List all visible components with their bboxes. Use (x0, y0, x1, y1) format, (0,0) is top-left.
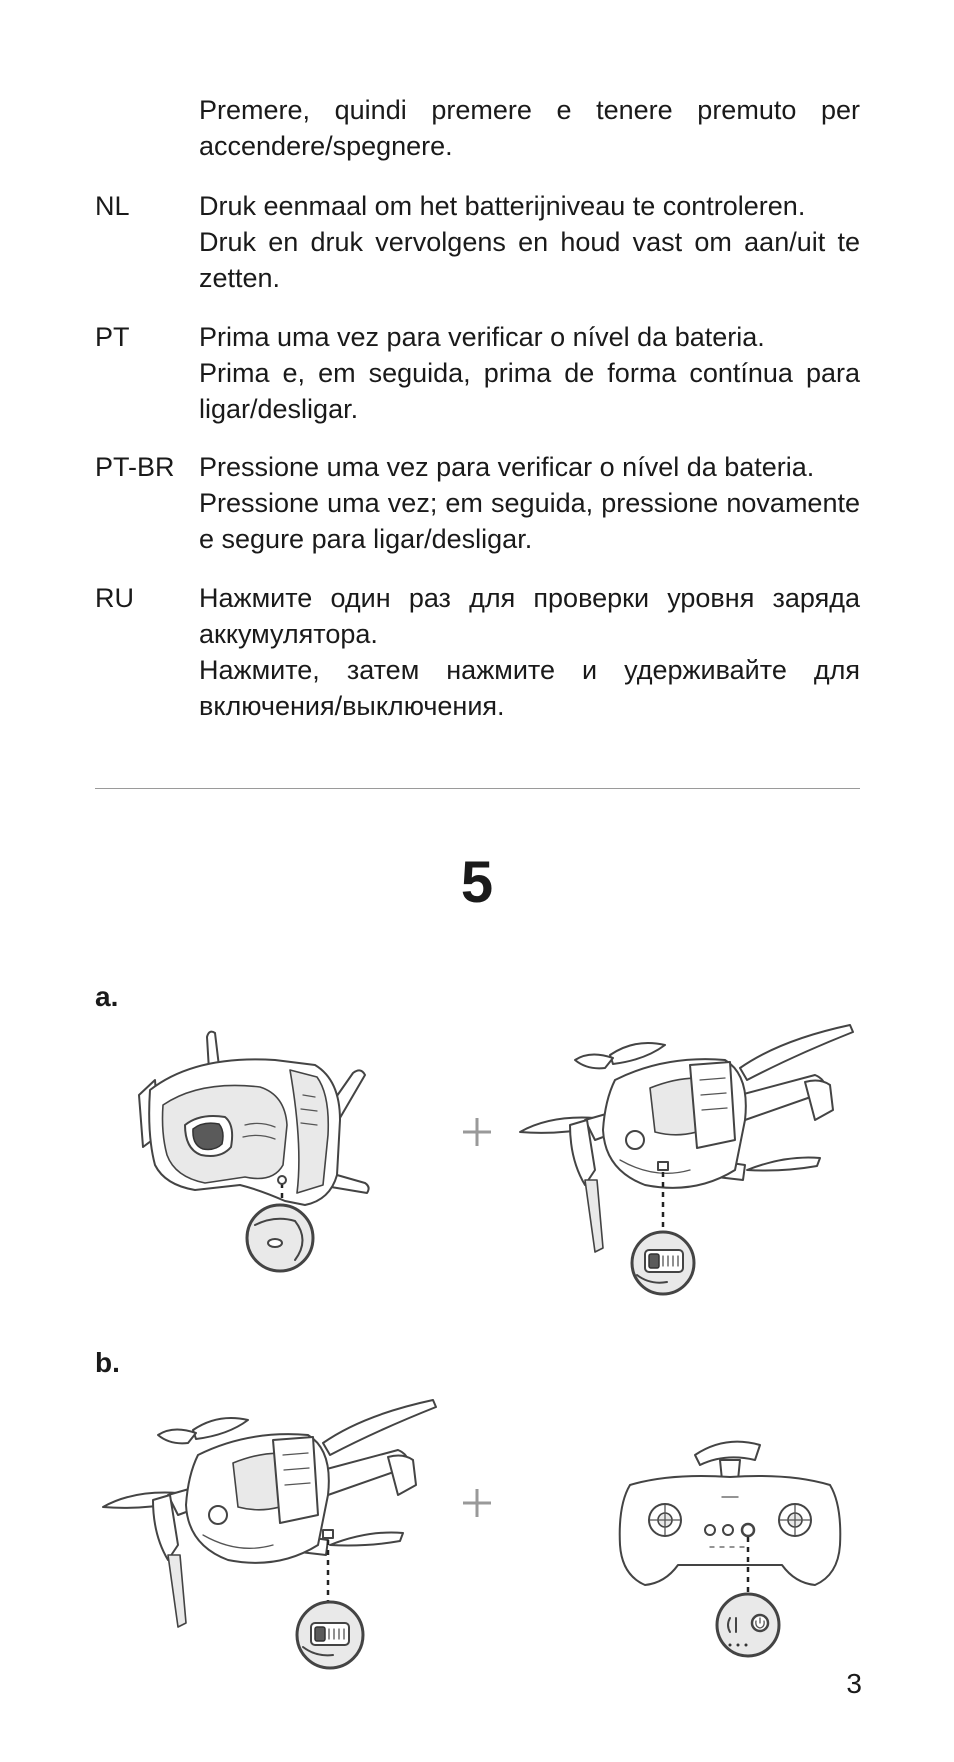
lang-code: NL (95, 191, 130, 221)
instruction-line: Premere, quindi premere e tenere premuto per accendere/spegnere. (199, 95, 860, 161)
lang-code: PT (95, 322, 130, 352)
section-divider (95, 788, 860, 789)
section-label-a: a. (95, 981, 119, 1012)
instruction-line: Нажмите, затем нажмите и удерживайте для включения/выключения. (199, 655, 860, 721)
page-number: 3 (846, 1668, 862, 1699)
section-label-b: b. (95, 1347, 120, 1378)
lang-code: RU (95, 583, 134, 613)
instruction-line: Pressione uma vez para verificar o nível da bateria. (199, 452, 815, 482)
drone-illustration (515, 1020, 860, 1275)
remote-controller-illustration (610, 1425, 850, 1660)
instruction-line: Druk eenmaal om het batterijniveau te controleren. (199, 191, 806, 221)
goggles-illustration (125, 1025, 410, 1275)
instruction-line: Prima uma vez para verificar o nível da bateria. (199, 322, 765, 352)
instruction-line: Нажмите один раз для проверки уровня заряда аккумулятора. (199, 583, 860, 649)
drone-illustration (98, 1395, 443, 1655)
instruction-line: Druk en druk vervolgens en houd vast om aan/uit te zetten. (199, 227, 860, 293)
instruction-line: Prima e, em seguida, prima de forma contínua para ligar/desligar. (199, 358, 860, 424)
instruction-line: Pressione uma vez; em seguida, pressione novamente e segure para ligar/desligar. (199, 488, 860, 554)
plus-icon (462, 1117, 492, 1147)
plus-icon (462, 1488, 492, 1518)
lang-code: PT-BR (95, 452, 175, 482)
step-number: 5 (460, 850, 494, 915)
